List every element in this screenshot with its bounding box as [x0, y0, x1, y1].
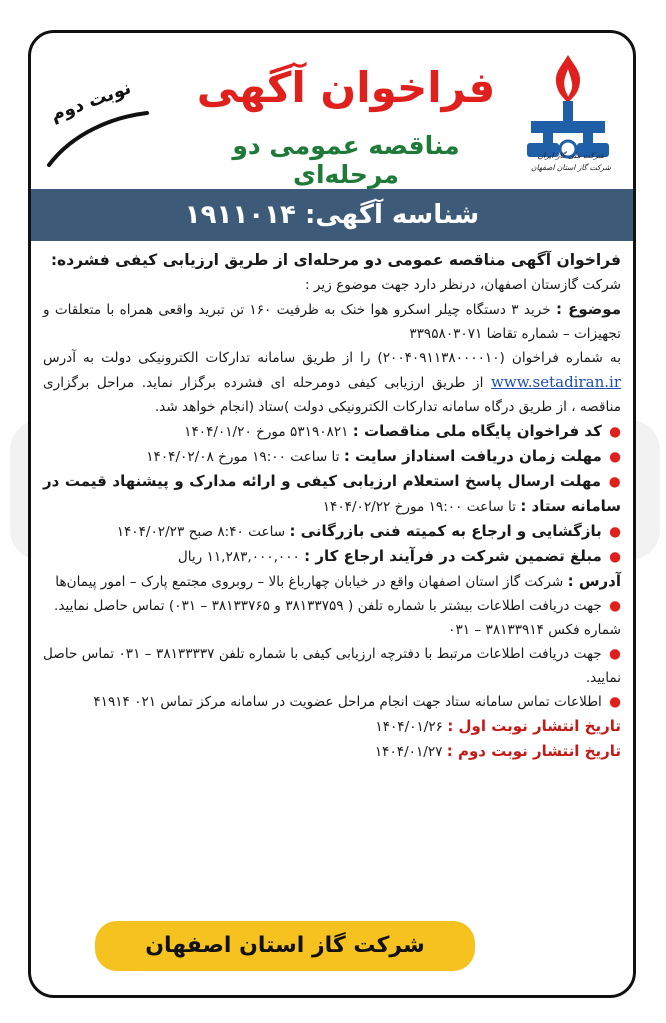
bullet-icon: ●	[609, 549, 621, 565]
subject-label: موضوع :	[555, 300, 621, 318]
item-value: ۵۳۱۹۰۸۲۱ مورخ ۱۴۰۴/۰۱/۲۰	[184, 424, 349, 440]
footer-company-banner: شرکت گاز استان اصفهان	[95, 921, 475, 971]
list-item	[43, 444, 621, 469]
bullet-icon: ●	[609, 694, 621, 710]
item-label: کد فراخوان پایگاه ملی مناقصات :	[352, 422, 602, 440]
bullet-icon: ●	[608, 474, 621, 490]
contact-text: جهت دریافت اطلاعات مرتبط با دفترچه ارزیابی کیفی با شماره تلفن ۳۸۱۳۳۳۳۷ – ۰۳۱ تماس حاصل نمایید.	[43, 646, 621, 686]
fax-line: شماره فکس ۳۸۱۳۳۹۱۴ – ۰۳۱	[448, 622, 621, 638]
announcement-id-bar	[31, 189, 633, 241]
list-item	[43, 544, 621, 569]
item-value: ساعت ۸:۴۰ صبح ۱۴۰۴/۰۲/۲۳	[116, 524, 286, 540]
publish-date-second	[43, 739, 621, 764]
item-value: ۱۱,۲۸۳,۰۰۰,۰۰۰ ریال	[177, 549, 300, 565]
address-paragraph	[43, 569, 621, 594]
page-subtitle: مناقصه عمومی دو مرحله‌ای	[232, 131, 460, 189]
list-item	[43, 519, 621, 544]
page-title: فراخوان آگهی	[196, 63, 496, 112]
publish-date-first	[43, 714, 621, 739]
item-label: مهلت ارسال پاسخ استعلام ارزیابی کیفی و ارائه مدارک و پیشنهاد قیمت در سامانه ستاد :	[43, 472, 621, 515]
id-label: شناسه آگهی:	[304, 200, 480, 230]
website-link[interactable]: www.setadiran.ir	[491, 373, 621, 391]
announcement-body	[31, 241, 633, 764]
id-value: ۱۹۱۱۰۱۴	[184, 200, 296, 230]
bullet-icon: ●	[609, 424, 621, 440]
flame-gas-logo-icon	[513, 51, 623, 181]
list-item	[43, 419, 621, 444]
contact-text: اطلاعات تماس سامانه ستاد جهت انجام مراحل عضویت در سامانه مرکز تماس ۰۲۱ ۴۱۹۱۴	[93, 694, 602, 710]
bullet-icon: ●	[609, 449, 621, 465]
intro-text: شرکت گازستان اصفهان، درنظر دارد جهت موضوع زیر :	[305, 277, 621, 293]
lead-heading: فراخوان آگهی مناقصه عمومی دو مرحله‌ای از طریق ارزیابی کیفی فشرده:	[50, 251, 621, 269]
item-label: بازگشایی و ارجاع به کمیته فنی بازرگانی :	[289, 522, 602, 540]
bullet-icon: ●	[609, 524, 621, 540]
bullet-icon: ●	[609, 646, 621, 662]
logo-caption-1: شرکت ملی گاز ایران	[537, 151, 605, 160]
tender-text-1: به شماره فراخوان (۲۰۰۴۰۹۱۱۳۸۰۰۰۰۱۰) را از طریق سامانه تدارکات الکترونیکی دولت به آدرس	[43, 350, 621, 366]
subject-paragraph	[43, 297, 621, 346]
publish-label-second: تاریخ انتشار نوبت دوم :	[446, 742, 621, 760]
contact-paragraph	[43, 594, 621, 618]
swoosh-icon	[43, 103, 153, 173]
round-label: نوبت دوم	[47, 77, 134, 126]
publish-label-first: تاریخ انتشار نوبت اول :	[447, 717, 621, 735]
tender-text-2: از طریق ارزیابی کیفی دومرحله ای فشرده برگزار نماید. مراحل برگزاری مناقصه ، از طریق درگاه سامانه تدارکات الکترونیکی دولت )ستاد (انجام خواهد شد.	[43, 375, 621, 415]
contact-paragraph	[43, 690, 621, 714]
header	[31, 33, 633, 189]
contact-paragraph	[43, 642, 621, 690]
logo-caption-2: شرکت گاز استان اصفهان	[531, 163, 611, 172]
address-label: آدرس :	[567, 572, 621, 590]
address-text: شرکت گاز استان اصفهان واقع در خیابان چهارباغ بالا – روبروی مجتمع پارک – امور پیمان‌ها	[55, 574, 564, 590]
item-label: مهلت زمان دریافت اسناداز سایت :	[343, 447, 602, 465]
item-value: تا ساعت ۱۹:۰۰ مورخ ۱۴۰۴/۰۲/۰۸	[146, 449, 340, 465]
publish-value-first: ۱۴۰۴/۰۱/۲۶	[375, 719, 443, 735]
announcement-frame	[28, 30, 636, 998]
list-item	[43, 469, 621, 519]
item-label: مبلغ تضمین شرکت در فرآیند ارجاع کار :	[304, 547, 602, 565]
publish-value-second: ۱۴۰۴/۰۱/۲۷	[374, 744, 443, 760]
tender-paragraph	[43, 346, 621, 419]
contact-text: جهت دریافت اطلاعات بیشتر با شماره تلفن ( ۳۸۱۳۳۷۵۹ و ۳۸۱۳۳۷۶۵ – ۰۳۱) تماس حاصل نمایید.	[54, 598, 602, 614]
subject-text: خرید ۳ دستگاه چیلر اسکرو هوا خنک به ظرفیت ۱۶۰ تن تبرید واقعی همراه با متعلقات و تجهیزات – شماره تقاضا ۳۳۹۵۸۰۳۰۷۱	[43, 302, 621, 342]
bullet-icon: ●	[609, 598, 621, 614]
item-value: تا ساعت ۱۹:۰۰ مورخ ۱۴۰۴/۰۲/۲۲	[322, 499, 516, 515]
